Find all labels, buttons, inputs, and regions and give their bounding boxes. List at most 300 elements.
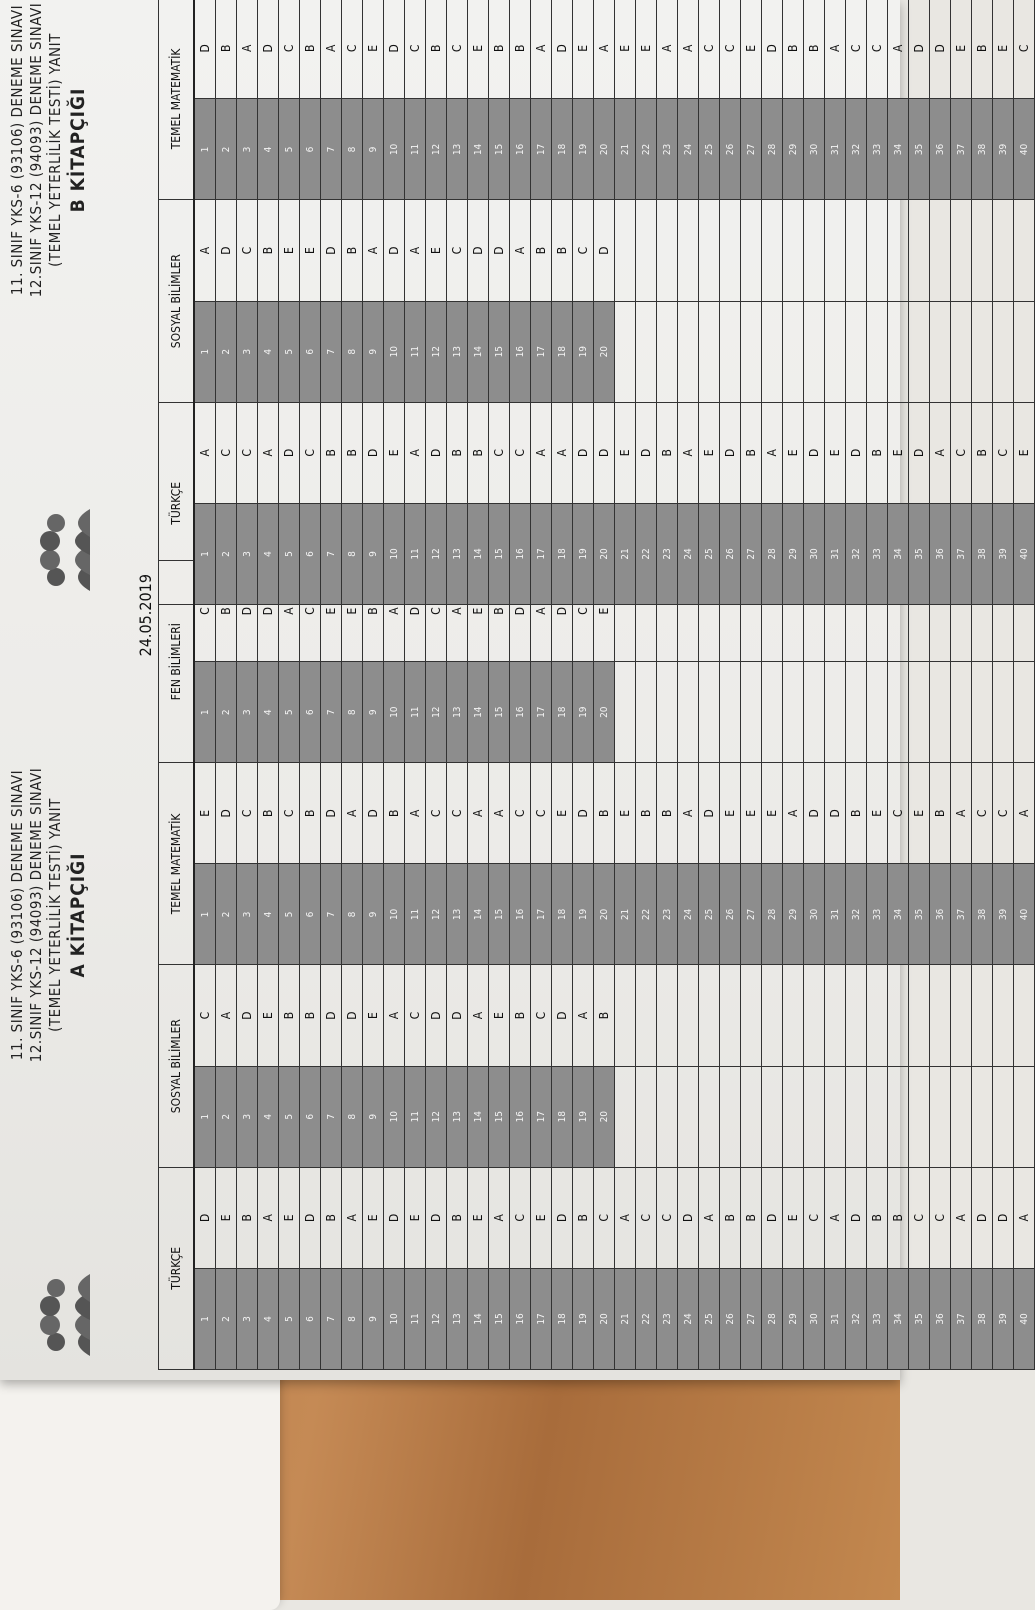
turkce-question-number: 32 [846, 1268, 867, 1369]
matematik-question-number: 31 [825, 864, 846, 965]
sosyal-answer: C [237, 200, 258, 301]
turkce-answer: D [636, 402, 657, 503]
turkce-question-number: 31 [825, 1268, 846, 1369]
sosyal-question-number: 14 [468, 1066, 489, 1167]
sosyal-empty-cell [825, 301, 846, 402]
turkce-question-number: 9 [363, 1268, 384, 1369]
turkce-answer: D [573, 402, 594, 503]
table-row [804, 561, 825, 1370]
turkce-answer: C [993, 402, 1014, 503]
turkce-answer: B [888, 1167, 909, 1268]
matematik-answer: B [489, 0, 510, 99]
turkce-answer: E [1014, 402, 1035, 503]
table-row [468, 561, 489, 1370]
fen-question-number: 15 [489, 662, 510, 763]
turkce-question-number: 33 [867, 503, 888, 604]
matematik-question-number: 12 [426, 864, 447, 965]
school-logo [28, 1270, 98, 1360]
sosyal-question-number: 5 [279, 1066, 300, 1167]
matematik-answer: B [426, 0, 447, 99]
sosyal-answer: E [300, 200, 321, 301]
sosyal-empty-cell [972, 1066, 993, 1167]
turkce-answer: A [405, 402, 426, 503]
fen-answer: D [510, 561, 531, 662]
matematik-answer: D [258, 0, 279, 99]
matematik-answer: E [194, 763, 216, 864]
matematik-question-number: 21 [615, 864, 636, 965]
matematik-question-number: 24 [678, 864, 699, 965]
sosyal-question-number: 17 [531, 1066, 552, 1167]
table-row [972, 0, 993, 605]
turkce-question-number: 24 [678, 1268, 699, 1369]
matematik-question-number: 9 [363, 99, 384, 200]
sosyal-question-number: 4 [258, 301, 279, 402]
table-row [972, 561, 993, 1370]
sosyal-answer: A [573, 965, 594, 1066]
turkce-answer: E [699, 402, 720, 503]
matematik-answer: E [363, 0, 384, 99]
table-row [678, 561, 699, 1370]
matematik-answer: D [804, 763, 825, 864]
sosyal-answer: D [216, 200, 237, 301]
matematik-answer: A [531, 0, 552, 99]
matematik-question-number: 5 [279, 864, 300, 965]
matematik-question-number: 7 [321, 864, 342, 965]
sosyal-question-number: 7 [321, 1066, 342, 1167]
turkce-question-number: 34 [888, 1268, 909, 1369]
matematik-question-number: 22 [636, 99, 657, 200]
matematik-answer: E [573, 0, 594, 99]
fen-answer: D [552, 561, 573, 662]
turkce-answer: E [531, 1167, 552, 1268]
sosyal-empty-cell [720, 301, 741, 402]
table-row [762, 0, 783, 605]
turkce-question-number: 2 [216, 1268, 237, 1369]
turkce-question-number: 15 [489, 503, 510, 604]
matematik-answer: C [972, 763, 993, 864]
sosyal-empty-cell [783, 301, 804, 402]
matematik-question-number: 6 [300, 99, 321, 200]
matematik-question-number: 26 [720, 864, 741, 965]
sosyal-empty-cell [1014, 200, 1035, 301]
fen-question-number: 11 [405, 662, 426, 763]
sosyal-answer: D [384, 200, 405, 301]
table-row [846, 561, 867, 1370]
sosyal-empty-cell [741, 200, 762, 301]
table-row [615, 561, 636, 1370]
sosyal-question-number: 12 [426, 301, 447, 402]
matematik-answer: D [216, 763, 237, 864]
matematik-question-number: 36 [930, 99, 951, 200]
matematik-question-number: 3 [237, 99, 258, 200]
sosyal-answer: A [194, 200, 216, 301]
matematik-answer: E [615, 0, 636, 99]
matematik-answer: C [720, 0, 741, 99]
sosyal-empty-cell [909, 200, 930, 301]
table-row [426, 561, 447, 1370]
matematik-question-number: 2 [216, 99, 237, 200]
matematik-answer: C [867, 0, 888, 99]
turkce-question-number: 7 [321, 503, 342, 604]
matematik-answer: C [846, 0, 867, 99]
turkce-question-number: 18 [552, 503, 573, 604]
matematik-question-number: 19 [573, 99, 594, 200]
table-row [258, 561, 279, 1370]
turkce-answer: D [426, 1167, 447, 1268]
turkce-answer: C [930, 1167, 951, 1268]
title-line-2: 12.SINIF YKS-12 (94093) DENEME SINAVI [27, 767, 45, 1063]
table-row [951, 561, 972, 1370]
table-row [531, 561, 552, 1370]
school-logo [28, 505, 98, 595]
matematik-question-number: 15 [489, 99, 510, 200]
sosyal-empty-cell [678, 200, 699, 301]
matematik-answer: B [300, 0, 321, 99]
sosyal-empty-cell [867, 200, 888, 301]
table-row [741, 0, 762, 605]
table-row [342, 0, 363, 605]
matematik-question-number: 16 [510, 99, 531, 200]
sosyal-question-number: 4 [258, 1066, 279, 1167]
sosyal-answer: C [573, 200, 594, 301]
fen-question-number: 5 [279, 662, 300, 763]
sosyal-answer: B [342, 200, 363, 301]
booklet-name: A KİTAPÇIĞI [67, 852, 89, 978]
matematik-answer: B [930, 763, 951, 864]
turkce-answer: D [552, 1167, 573, 1268]
matematik-answer: A [594, 0, 615, 99]
turkce-question-number: 26 [720, 503, 741, 604]
turkce-question-number: 1 [194, 503, 216, 604]
table-row [573, 0, 594, 605]
answer-table [158, 0, 1035, 605]
sosyal-empty-cell [804, 301, 825, 402]
sosyal-answer: E [258, 965, 279, 1066]
turkce-answer: C [237, 402, 258, 503]
sosyal-empty-cell [867, 301, 888, 402]
turkce-answer: D [720, 402, 741, 503]
sosyal-empty-cell [1014, 301, 1035, 402]
turkce-question-number: 27 [741, 503, 762, 604]
matematik-question-number: 37 [951, 864, 972, 965]
sosyal-empty-cell [993, 965, 1014, 1066]
matematik-answer: A [405, 763, 426, 864]
matematik-answer: A [489, 763, 510, 864]
matematik-answer: B [216, 0, 237, 99]
fen-question-number: 6 [300, 662, 321, 763]
turkce-question-number: 35 [909, 1268, 930, 1369]
turkce-question-number: 16 [510, 503, 531, 604]
sosyal-empty-cell [699, 965, 720, 1066]
matematik-answer: B [384, 763, 405, 864]
sosyal-empty-cell [951, 301, 972, 402]
turkce-question-number: 15 [489, 1268, 510, 1369]
fen-empty-cell [783, 662, 804, 763]
turkce-answer: D [909, 402, 930, 503]
sosyal-question-number: 1 [194, 301, 216, 402]
table-row [279, 561, 300, 1370]
matematik-answer: D [762, 0, 783, 99]
turkce-answer: D [972, 1167, 993, 1268]
sosyal-question-number: 18 [552, 1066, 573, 1167]
sosyal-question-number: 9 [363, 1066, 384, 1167]
turkce-question-number: 2 [216, 503, 237, 604]
turkce-answer: D [194, 1167, 216, 1268]
turkce-answer: B [468, 402, 489, 503]
sosyal-empty-cell [825, 965, 846, 1066]
table-row [951, 0, 972, 605]
matematik-question-number: 22 [636, 864, 657, 965]
sosyal-answer: E [426, 200, 447, 301]
matematik-question-number: 1 [194, 99, 216, 200]
table-row [699, 0, 720, 605]
sosyal-answer: B [552, 200, 573, 301]
turkce-answer: D [678, 1167, 699, 1268]
fen-answer: B [489, 561, 510, 662]
matematik-question-number: 37 [951, 99, 972, 200]
booklet-a [8, 570, 1035, 1370]
table-row [552, 561, 573, 1370]
table-row [636, 0, 657, 605]
sosyal-empty-cell [888, 200, 909, 301]
turkce-question-number: 3 [237, 1268, 258, 1369]
fen-empty-cell [741, 662, 762, 763]
sosyal-empty-cell [993, 301, 1014, 402]
table-row [825, 561, 846, 1370]
matematik-answer: D [552, 0, 573, 99]
matematik-question-number: 38 [972, 864, 993, 965]
sosyal-empty-cell [993, 1066, 1014, 1167]
sosyal-question-number: 12 [426, 1066, 447, 1167]
matematik-answer: B [972, 0, 993, 99]
matematik-question-number: 9 [363, 864, 384, 965]
fen-question-number: 12 [426, 662, 447, 763]
matematik-answer: A [888, 0, 909, 99]
turkce-question-number: 36 [930, 503, 951, 604]
sosyal-answer: D [468, 200, 489, 301]
sosyal-empty-cell [657, 200, 678, 301]
fen-empty-cell [930, 662, 951, 763]
table-row [216, 561, 237, 1370]
matematik-question-number: 12 [426, 99, 447, 200]
matematik-answer: C [237, 763, 258, 864]
matematik-question-number: 39 [993, 864, 1014, 965]
turkce-question-number: 25 [699, 1268, 720, 1369]
table-row [804, 0, 825, 605]
matematik-answer: D [321, 763, 342, 864]
fen-question-number: 7 [321, 662, 342, 763]
sosyal-empty-cell [615, 965, 636, 1066]
sosyal-empty-cell [657, 965, 678, 1066]
fen-answer: D [237, 561, 258, 662]
sosyal-answer: D [426, 965, 447, 1066]
header-row [159, 561, 195, 1370]
matematik-answer: A [825, 0, 846, 99]
people-icon [28, 1270, 98, 1360]
turkce-answer: B [867, 1167, 888, 1268]
turkce-question-number: 27 [741, 1268, 762, 1369]
matematik-answer: E [993, 0, 1014, 99]
sosyal-question-number: 16 [510, 301, 531, 402]
header-row [159, 0, 195, 605]
sosyal-empty-cell [930, 1066, 951, 1167]
titles [8, 0, 88, 495]
matematik-answer: D [363, 763, 384, 864]
table-row [741, 561, 762, 1370]
turkce-question-number: 40 [1014, 503, 1035, 604]
table-row [699, 561, 720, 1370]
fen-empty-cell [1014, 662, 1035, 763]
matematik-answer: E [951, 0, 972, 99]
table-row [426, 0, 447, 605]
matematik-answer: D [573, 763, 594, 864]
table-row [384, 561, 405, 1370]
matematik-answer: E [552, 763, 573, 864]
turkce-question-number: 25 [699, 503, 720, 604]
matematik-answer: C [531, 763, 552, 864]
turkce-question-number: 39 [993, 503, 1014, 604]
matematik-answer: B [657, 763, 678, 864]
sosyal-empty-cell [741, 1066, 762, 1167]
table-row [930, 0, 951, 605]
fen-question-number: 17 [531, 662, 552, 763]
turkce-question-number: 12 [426, 503, 447, 604]
matematik-question-number: 35 [909, 99, 930, 200]
table-row [216, 0, 237, 605]
table-row [279, 0, 300, 605]
matematik-answer: A [951, 763, 972, 864]
turkce-question-number: 24 [678, 503, 699, 604]
fen-empty-cell [720, 662, 741, 763]
matematik-answer: D [194, 0, 216, 99]
fen-question-number: 16 [510, 662, 531, 763]
table-row [489, 0, 510, 605]
table-row [993, 0, 1014, 605]
matematik-question-number: 10 [384, 99, 405, 200]
fen-question-number: 8 [342, 662, 363, 763]
table-row [321, 0, 342, 605]
turkce-question-number: 4 [258, 503, 279, 604]
matematik-question-number: 13 [447, 864, 468, 965]
turkce-answer: A [699, 1167, 720, 1268]
fen-empty-cell [762, 662, 783, 763]
table-row [194, 561, 216, 1370]
matematik-answer: C [888, 763, 909, 864]
fen-empty-cell [951, 662, 972, 763]
sosyal-answer: B [531, 200, 552, 301]
turkce-question-number: 22 [636, 503, 657, 604]
sosyal-empty-cell [846, 965, 867, 1066]
matematik-question-number: 7 [321, 99, 342, 200]
fen-question-number: 20 [594, 662, 615, 763]
sosyal-question-number: 13 [447, 1066, 468, 1167]
fen-empty-cell [888, 662, 909, 763]
matematik-answer: C [510, 763, 531, 864]
turkce-answer: B [447, 402, 468, 503]
matematik-question-number: 30 [804, 864, 825, 965]
table-row [909, 0, 930, 605]
matematik-question-number: 36 [930, 864, 951, 965]
sosyal-empty-cell [678, 965, 699, 1066]
sosyal-empty-cell [678, 1066, 699, 1167]
fen-question-number: 1 [194, 662, 216, 763]
matematik-answer: C [279, 763, 300, 864]
sosyal-empty-cell [888, 301, 909, 402]
sosyal-empty-cell [825, 1066, 846, 1167]
turkce-question-number: 17 [531, 1268, 552, 1369]
table-row [867, 0, 888, 605]
table-row [615, 0, 636, 605]
turkce-question-number: 6 [300, 1268, 321, 1369]
turkce-header: TÜRKÇE [159, 402, 195, 604]
matematik-question-number: 34 [888, 99, 909, 200]
matematik-answer: D [825, 763, 846, 864]
sosyal-empty-cell [1014, 1066, 1035, 1167]
sosyal-empty-cell [993, 200, 1014, 301]
turkce-answer: D [363, 402, 384, 503]
matematik-answer: A [342, 763, 363, 864]
matematik-answer: C [699, 0, 720, 99]
matematik-question-number: 17 [531, 864, 552, 965]
matematik-question-number: 15 [489, 864, 510, 965]
sosyal-answer: B [279, 965, 300, 1066]
fen-answer: E [342, 561, 363, 662]
turkce-question-number: 34 [888, 503, 909, 604]
exam-date: 24.05.2019 [136, 574, 155, 657]
sosyal-empty-cell [699, 301, 720, 402]
table-row [468, 0, 489, 605]
title-line-3: (TEMEL YETERLİLİK TESTİ) YANIT [46, 798, 64, 1032]
matematik-question-number: 39 [993, 99, 1014, 200]
table-row [237, 561, 258, 1370]
matematik-question-number: 16 [510, 864, 531, 965]
sosyal-question-number: 9 [363, 301, 384, 402]
sosyal-empty-cell [846, 200, 867, 301]
sosyal-empty-cell [636, 200, 657, 301]
matematik-question-number: 11 [405, 864, 426, 965]
turkce-question-number: 17 [531, 503, 552, 604]
turkce-answer: B [237, 1167, 258, 1268]
matematik-answer: B [783, 0, 804, 99]
sosyal-empty-cell [741, 965, 762, 1066]
turkce-answer: B [867, 402, 888, 503]
table-row [846, 0, 867, 605]
matematik-answer: C [993, 763, 1014, 864]
turkce-answer: B [447, 1167, 468, 1268]
fen-answer: E [321, 561, 342, 662]
fen-question-number: 4 [258, 662, 279, 763]
turkce-answer: D [384, 1167, 405, 1268]
sosyal-question-number: 20 [594, 1066, 615, 1167]
fen-answer: A [384, 561, 405, 662]
sosyal-answer: C [447, 200, 468, 301]
sosyal-empty-cell [825, 200, 846, 301]
turkce-answer: A [258, 1167, 279, 1268]
matematik-answer: C [447, 763, 468, 864]
matematik-answer: E [867, 763, 888, 864]
sosyal-question-number: 2 [216, 301, 237, 402]
turkce-question-number: 28 [762, 1268, 783, 1369]
booklet-name: B KİTAPÇIĞI [67, 87, 89, 213]
sosyal-question-number: 1 [194, 1066, 216, 1167]
sosyal-empty-cell [930, 301, 951, 402]
fen-question-number: 9 [363, 662, 384, 763]
matematik-question-number: 27 [741, 99, 762, 200]
matematik-question-number: 5 [279, 99, 300, 200]
matematik-question-number: 2 [216, 864, 237, 965]
booklet-b [8, 0, 1035, 605]
sosyal-empty-cell [846, 1066, 867, 1167]
